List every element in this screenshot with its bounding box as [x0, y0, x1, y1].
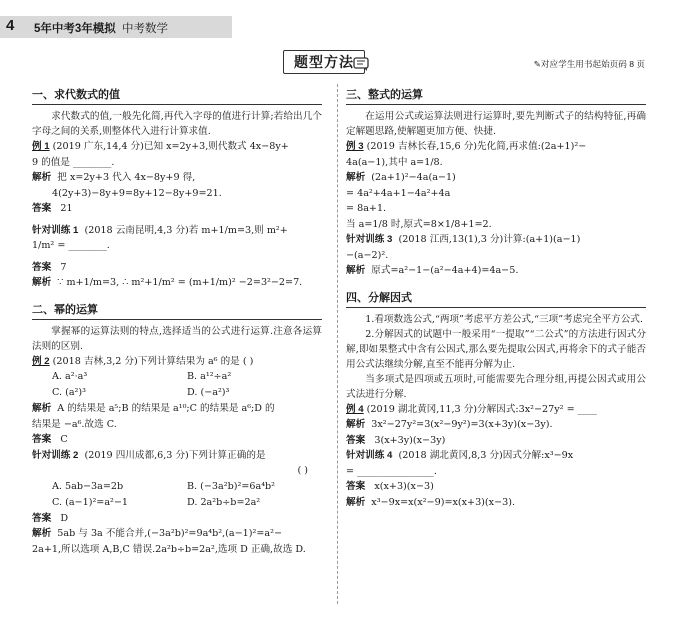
solution-label: 解析 — [32, 528, 52, 539]
pencil-icon: ✎ — [533, 59, 541, 69]
answer-label: 答案 — [346, 434, 366, 446]
section-title: 题型方法 — [283, 50, 365, 74]
solution-line: A 的结果是 a⁵;B 的结果是 a¹⁰;C 的结果是 a⁶;D 的 — [57, 403, 275, 414]
answer-value: C — [60, 434, 68, 445]
option-a: A. a²·a³ — [52, 371, 88, 382]
answer-label: 答案 — [346, 481, 366, 492]
solution-label: 解析 — [32, 172, 52, 183]
solution-label: 解析 — [32, 277, 52, 288]
solution-label: 解析 — [346, 419, 366, 430]
answer-label: 答案 — [32, 434, 52, 445]
example-3-line-2: 4a(a−1),其中 a=1/8. — [346, 156, 443, 168]
solution-label: 解析 — [32, 403, 52, 414]
solution-line: 2a+1,所以选项 A,B,C 错误.2a²b÷b=2a²,选项 D 正确,故选 D. — [32, 543, 306, 555]
answer-value: x(x+3)(x−3) — [374, 481, 434, 492]
example-2-options — [32, 369, 322, 401]
training-3-line-2: −(a−2)². — [346, 249, 389, 261]
training-1-line-1: (2018 云南昆明,4,3 分)若 m+1/m=3,则 m²+ — [84, 224, 288, 236]
section-3-intro: 在运用公式或运算法则进行运算时,要先判断式子的结构特征,再确定解题思路,使解题更加方便、快捷. — [346, 111, 646, 137]
training-1-line-2: 1/m² = ________. — [32, 240, 110, 251]
option-a: A. 5ab−3a=2b — [52, 480, 124, 492]
section-heading-4: 四、分解因式 — [346, 289, 646, 308]
section-heading-2: 二、幂的运算 — [32, 301, 322, 320]
section-4-point-3: 当多项式是四项或五项时,可能需要先合理分组,再提公因式或用公式法进行分解. — [346, 373, 646, 400]
example-4-line-1: (2019 湖北黄冈,11,3 分)分解因式:3x²−27y² = ____ — [366, 403, 597, 415]
page-number: 4 — [6, 17, 15, 34]
answer-value: 3(x+3y)(x−3y) — [374, 434, 446, 446]
solution-line: = 4a²+4a+1−4a²+4a — [346, 187, 451, 199]
left-column — [32, 86, 322, 557]
section-4-point-1: 1.看项数选公式,“两项”考虑平方差公式,“三项”考虑完全平方公式. — [365, 313, 643, 325]
book-icon — [352, 53, 372, 73]
training-2-question: (2019 四川成都,6,3 分)下列计算正确的是 — [84, 449, 266, 461]
training-3-label: 针对训练 3 — [346, 234, 393, 245]
answer-value: 21 — [60, 203, 73, 214]
solution-line: 结果是 −a⁶.故选 C. — [32, 418, 117, 430]
solution-line: x³−9x=x(x²−9)=x(x+3)(x−3). — [371, 496, 516, 508]
solution-line: = 8a+1. — [346, 203, 387, 214]
section-heading-1: 一、求代数式的值 — [32, 86, 322, 105]
solution-line: 把 x=2y+3 代入 4x−8y+9 得, — [57, 172, 196, 183]
page-header-bar — [0, 16, 232, 38]
solution-label: 解析 — [346, 496, 366, 508]
column-divider — [337, 84, 338, 604]
training-3-line-1: (2018 江西,13(1),3 分)计算:(a+1)(a−1) — [398, 234, 581, 245]
example-3-line-1: (2019 吉林长春,15,6 分)先化简,再求值:(2a+1)²− — [366, 141, 587, 152]
solution-line: 4(2y+3)−8y+9=8y+12−8y+9=21. — [52, 187, 222, 199]
section-1-intro: 求代数式的值,一般先化简,再代入字母的值进行计算;若给出几个字母之间的关系,则整体代入进行计算求值. — [32, 111, 322, 137]
training-4-line-1: (2018 湖北黄冈,8,3 分)因式分解:x³−9x — [398, 450, 574, 461]
example-2-question: (2018 吉林,3,2 分)下列计算结果为 a⁶ 的是 ( ) — [52, 355, 254, 367]
training-4-label: 针对训练 4 — [346, 450, 393, 461]
option-c: C. (a²)³ — [52, 387, 86, 398]
option-d: D. 2a²b÷b=2a² — [187, 496, 261, 508]
solution-line: 5ab 与 3a 不能合并,(−3a²b)²=9a⁴b²,(a−1)²=a²− — [57, 528, 283, 539]
solution-label: 解析 — [346, 265, 366, 276]
solution-line: (2a+1)²−4a(a−1) — [371, 172, 456, 183]
subject-title: 中考数学 — [122, 23, 168, 35]
training-2-label: 针对训练 2 — [32, 449, 79, 461]
solution-label: 解析 — [346, 172, 366, 183]
training-2-options — [32, 479, 322, 511]
solution-line: 当 a=1/8 时,原式=8×1/8+1=2. — [346, 218, 492, 230]
solution-line: 3x²−27y²=3(x²−9y²)=3(x+3y)(x−3y). — [371, 419, 553, 430]
example-1-label: 例 1 — [32, 141, 50, 152]
answer-label: 答案 — [32, 512, 52, 524]
answer-label: 答案 — [32, 203, 52, 214]
solution-line: ∵ m+1/m=3, ∴ m²+1/m² = (m+1/m)² −2=3²−2=7. — [57, 277, 303, 288]
example-1-line-1: (2019 广东,14,4 分)已知 x=2y+3,则代数式 4x−8y+ — [52, 141, 289, 152]
answer-value: 7 — [60, 261, 67, 273]
answer-value: D — [60, 512, 69, 524]
option-b: B. (−3a²b)²=6a⁴b² — [187, 480, 276, 492]
example-2-label: 例 2 — [32, 355, 50, 367]
training-1-label: 针对训练 1 — [32, 224, 79, 236]
example-3-label: 例 3 — [346, 141, 364, 152]
section-2-intro: 掌握幂的运算法则的特点,选择适当的公式进行运算.注意各运算法则的区别. — [32, 325, 322, 352]
reference-note: ✎对应学生用书起始页码 8 页 — [533, 59, 645, 69]
option-c: C. (a−1)²=a²−1 — [52, 496, 129, 508]
example-1-line-2: 9 的值是 ________. — [32, 156, 115, 168]
book-title: 5年中考3年模拟 — [34, 23, 116, 35]
option-b: B. a¹²÷a² — [187, 371, 232, 382]
example-4-label: 例 4 — [346, 403, 364, 415]
option-d: D. (−a²)³ — [187, 387, 230, 398]
answer-label: 答案 — [32, 261, 52, 273]
solution-line: 原式=a²−1−(a²−4a+4)=4a−5. — [371, 265, 519, 276]
section-4-point-2: 2.分解因式的试题中一般采用“一提取”“二公式”的方法进行因式分解,即如果整式中含有公因式,那么要先提取公因式,再将余下的式子能否用公式法继续分解,直至不能再分解为止. — [346, 328, 646, 370]
training-4-line-2: = ________________. — [346, 465, 437, 477]
training-2-paren: ( ) — [297, 465, 308, 476]
right-column — [346, 86, 646, 510]
section-heading-3: 三、整式的运算 — [346, 86, 646, 105]
